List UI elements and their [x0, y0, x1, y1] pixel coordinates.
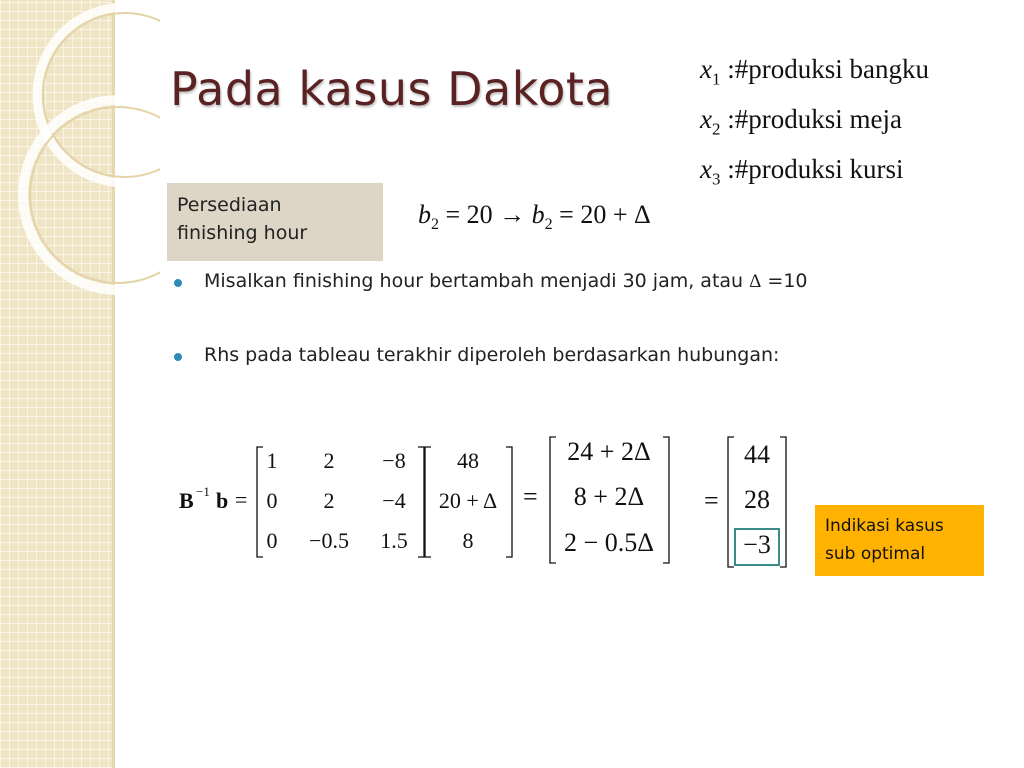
negative-value-highlight [734, 528, 780, 566]
matrix-cell: 1.5 [380, 528, 408, 553]
lhs-B: B [179, 488, 194, 513]
b2-equation [418, 200, 651, 234]
variable-definition-3 [700, 144, 929, 194]
bullet-item-1 [174, 270, 808, 293]
lhs-superscript: −1 [196, 484, 210, 499]
matrix-cell: 2 [323, 448, 335, 473]
lhs-b: b [216, 488, 229, 513]
vector-cell: 8 [462, 528, 474, 553]
note-box [167, 183, 383, 261]
b2-left: = 20 → [439, 200, 532, 229]
matrix-cell: 0 [266, 488, 278, 513]
slide-title: Pada kasus Dakota [170, 62, 614, 116]
var-description: :#produksi bangku [727, 54, 929, 84]
bullet-dot-icon [174, 353, 182, 361]
b2-var-2: b [531, 200, 545, 229]
vector-cell: 20 + Δ [438, 488, 498, 513]
bullet-text: Rhs pada tableau terakhir diperoleh berdasarkan hubungan: [204, 344, 780, 366]
var-symbol: x [700, 154, 712, 184]
var-symbol: x [700, 104, 712, 134]
b2-var: b [418, 200, 431, 229]
result-expr-cell: 2 − 0.5Δ [564, 528, 654, 557]
delta-symbol: Δ [749, 271, 762, 292]
result-value-cell: 28 [744, 485, 770, 514]
matrix-cell: 1 [266, 448, 278, 473]
note-box-line-2: finishing hour [177, 222, 308, 244]
variable-definitions [700, 44, 929, 194]
result-expr-cell: 8 + 2Δ [573, 482, 645, 511]
note-box-line-1: Persediaan [177, 194, 282, 216]
matrix-cell: −8 [382, 448, 406, 473]
equals-sign-3: = [704, 486, 719, 515]
bullet-text [204, 270, 808, 292]
matrix-cell: 0 [266, 528, 278, 553]
var-subscript: 1 [711, 69, 721, 89]
var-symbol: x [700, 54, 712, 84]
result-value-cell-negative: −3 [743, 530, 771, 559]
suboptimal-callout [815, 505, 984, 576]
matrix-cell: −4 [382, 488, 406, 513]
var-description: :#produksi meja [727, 104, 902, 134]
bullet-text-main: Misalkan finishing hour bertambah menjadi 30 jam, atau [204, 270, 750, 292]
result-expr-cell: 24 + 2Δ [567, 437, 651, 466]
b2-sub: 2 [431, 216, 439, 234]
variable-definition-2 [700, 94, 929, 144]
bullet-text-tail: =10 [761, 270, 808, 292]
var-subscript: 2 [711, 119, 721, 139]
var-subscript: 3 [711, 169, 721, 189]
variable-definition-1 [700, 44, 929, 94]
callout-line-1: Indikasi kasus [825, 516, 944, 536]
callout-line-2: sub optimal [825, 544, 926, 564]
decorative-circles [0, 0, 160, 330]
matrix-cell: −0.5 [309, 528, 349, 553]
matrix-cell: 2 [323, 488, 335, 513]
b2-right: = 20 + Δ [552, 200, 651, 229]
bullet-dot-icon [174, 279, 182, 287]
equals-sign-2: = [523, 482, 538, 511]
b2-sub-2: 2 [544, 216, 553, 234]
bullet-item-2 [174, 344, 779, 366]
result-value-cell: 44 [744, 440, 770, 469]
vector-cell: 48 [457, 448, 479, 473]
var-description: :#produksi kursi [727, 154, 904, 184]
equals-sign-1: = [235, 487, 248, 512]
